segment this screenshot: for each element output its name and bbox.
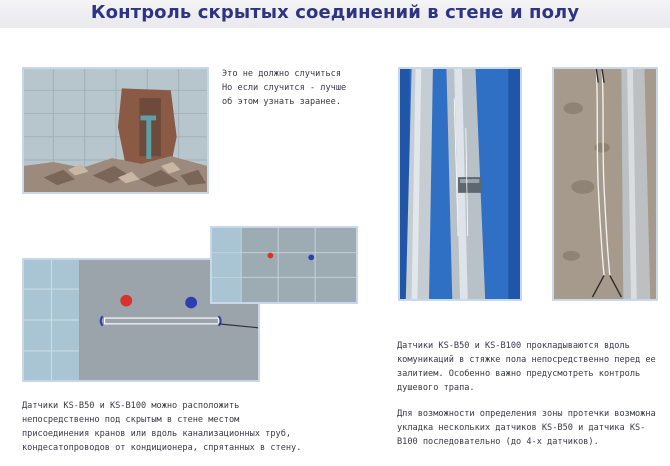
wall-text-line: кондесатопроводов от кондиционера, спрятанных в стену. [22, 443, 302, 453]
zones-text-line: укладка нескольких датчиков KS-B50 и датчика KS- [397, 423, 646, 433]
intro-text [222, 67, 346, 109]
intro-line: Это не должно случиться [222, 69, 341, 79]
wall-taps-photo [210, 226, 358, 304]
broken-wall-image [24, 69, 207, 192]
wall-text [22, 399, 301, 455]
floor-text-line: душевого трапа. [397, 383, 475, 393]
wall-text-line: присоединения кранов или вдоль канализационных труб, [22, 429, 292, 439]
floor-text-line: залитием. Особенно важно предусмотреть контроль [397, 369, 641, 379]
floor-text [397, 339, 656, 395]
floor-pipes-photo [398, 67, 522, 301]
broken-wall-photo [22, 67, 209, 194]
page-title: Контроль скрытых соединений в стене и полу [90, 2, 580, 23]
concrete-pipes-image [554, 69, 656, 299]
floor-text-line: Датчики KS-B50 и KS-B100 прокладываются вдоль [397, 341, 630, 351]
zones-text [397, 407, 656, 449]
zones-text-line: Для возможности определения зоны протечки возможна [397, 409, 656, 419]
floor-pipes-image [400, 69, 520, 299]
wall-text-line: непосредственно под скрытым в стене местом [22, 415, 240, 425]
wall-text-line: Датчики KS-B50 и KS-B100 можно расположить [22, 401, 240, 411]
zones-text-line: B100 последовательно (до 4-х датчиков). [397, 437, 599, 447]
wall-taps-image [212, 228, 356, 302]
intro-line: Но если случится - лучше [222, 83, 347, 93]
floor-text-line: комуникаций в стяжке пола непосредственно перед ее [397, 355, 656, 365]
title-bar [0, 0, 670, 28]
concrete-pipes-photo [552, 67, 658, 301]
intro-line: об этом узнать заранее. [222, 97, 341, 107]
